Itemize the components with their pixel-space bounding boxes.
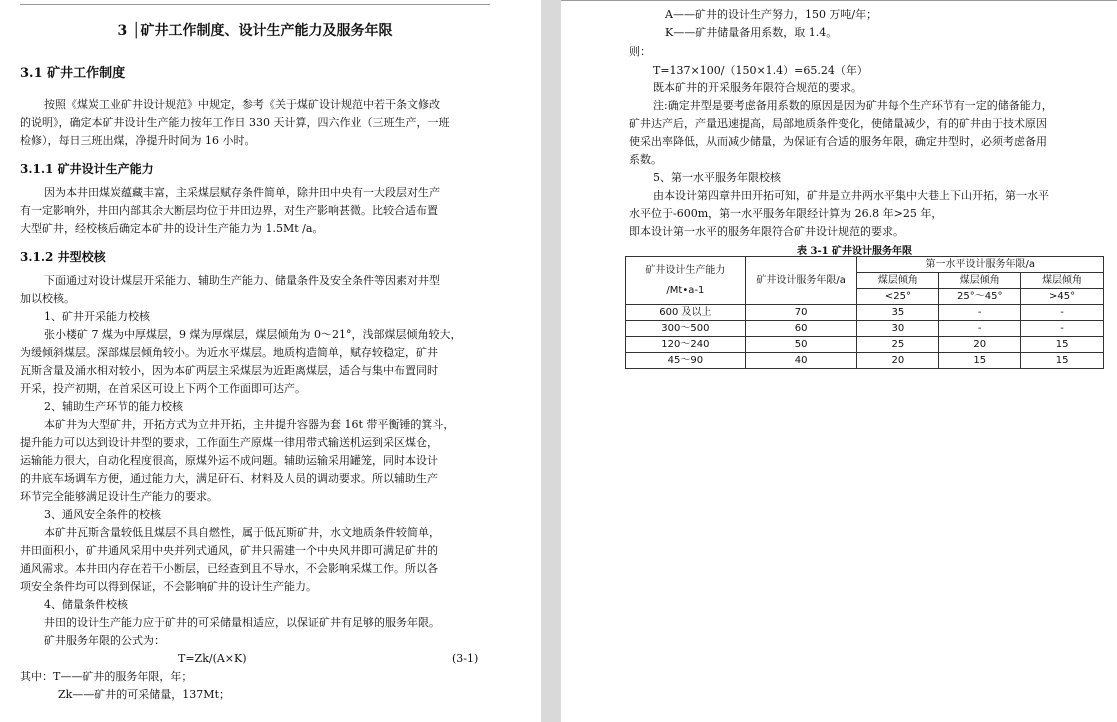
document-page-left [0, 0, 541, 722]
list-item-title: 3、通风安全条件的校核 [44, 508, 161, 521]
paragraph-line: 下面通过对设计煤层开采能力、辅助生产能力、储量条件及安全条件等因素对井型 [44, 274, 440, 287]
table-cell: 20 [939, 337, 1021, 353]
note-line: 注:确定井型是要考虑备用系数的原因是因为矿井每个生产环节有一定的储备能力， [653, 99, 1053, 112]
formula-number: (3-1) [452, 652, 479, 665]
table-row [626, 305, 1104, 321]
table-header-cell: 矿井设计服务年限/a [745, 257, 857, 305]
paragraph-line: 则： [629, 45, 651, 58]
header-rule [561, 0, 1117, 1]
paragraph-line: 大型矿井，经校核后确定本矿井的设计生产能力为 1.5Mt /a。 [20, 222, 324, 235]
list-item-title: 1、矿井开采能力校核 [44, 310, 150, 323]
paragraph-line: 运输能力很大，自动化程度很高，原煤外运不成问题。辅助运输采用罐笼，同时本设计 [20, 454, 438, 467]
table-cell: 120～240 [626, 337, 746, 353]
table-cell: 15 [939, 353, 1021, 369]
paragraph-line: 检修），每日三班出煤，净提升时间为 16 小时。 [20, 134, 256, 147]
table-row [626, 337, 1104, 353]
table-cell: 50 [745, 337, 857, 353]
table-cell: - [1021, 305, 1104, 321]
table-cell: 300～500 [626, 321, 746, 337]
paragraph-line: 提升能力可以达到设计井型的要求，工作面生产原煤一律用带式输送机运到采区煤仓， [20, 436, 438, 449]
list-item-title: 4、储量条件校核 [44, 598, 128, 611]
paragraph-line: 通风需求。本井田内存在若干小断层，已经查到且不导水，不会影响采煤工作。所以各 [20, 562, 438, 575]
paragraph-line: 的井底车场调车方便，通过能力大，满足矸石、材料及人员的调动要求。所以辅助生产 [20, 472, 438, 485]
paragraph-line: 本矿井瓦斯含量较低且煤层不具自燃性，属于低瓦斯矿井，水文地质条件较简单， [44, 526, 440, 539]
chapter-title: 3 │矿井工作制度、设计生产能力及服务年限 [117, 23, 393, 39]
table-cell: 15 [1021, 337, 1104, 353]
paragraph-line: 加以校核。 [20, 292, 75, 305]
paragraph-line: 因为本井田煤炭蕴藏丰富，主采煤层赋存条件简单，除井田中央有一大段层对生产 [44, 186, 440, 199]
table-cell: - [1021, 321, 1104, 337]
paragraph-line: 为缓倾斜煤层。深部煤层倾角较小。为近水平煤层。地质构造简单，赋存较稳定，矿井 [20, 346, 438, 359]
section-heading-3-1: 3.1 矿井工作制度 [20, 66, 126, 81]
table-cell: 45～90 [626, 353, 746, 369]
definition-line: 其中：T——矿井的服务年限，年； [20, 670, 193, 683]
paragraph-line: 既本矿井的开采服务年限符合规范的要求。 [653, 81, 862, 94]
table-row [626, 321, 1104, 337]
paragraph-line: 井田面积小，矿井通风采用中央并列式通风，矿井只需建一个中央风井即可满足矿井的 [20, 544, 438, 557]
note-line: 矿井达产后，产量迅速提高，局部地质条件变化，使储量减少，有的矿井由于技术原因 [629, 117, 1047, 130]
section-heading-3-1-1: 3.1.1 矿井设计生产能力 [20, 162, 154, 176]
table-caption: 表 3-1 矿井设计服务年限 [797, 246, 913, 257]
table-header-cell: <25° [857, 289, 939, 305]
paragraph-line: 本矿井为大型矿井，开拓方式为立井开拓，主井提升容器为套 16t 带平衡锤的箕斗， [44, 418, 455, 431]
table-header-cell [626, 257, 746, 305]
table-row [626, 353, 1104, 369]
definition-line: A——矿井的设计生产努力，150 万吨/年； [665, 8, 878, 21]
definition-line: K——矿井储量备用系数，取 1.4。 [665, 26, 838, 39]
paragraph-line: 项安全条件均可以得到保证，不会影响矿井的设计生产能力。 [20, 580, 317, 593]
table-cell: 600 及以上 [626, 305, 746, 321]
paragraph-line: 按照《煤炭工业矿井设计规范》中规定，参考《关于煤矿设计规范中若干条文修改 [44, 98, 440, 111]
table-header-text: /Mt•a-1 [666, 284, 705, 296]
table-header-cell: 煤层倾角 [857, 273, 939, 289]
paragraph-line: 张小楼矿 7 煤为中厚煤层，9 煤为厚煤层，煤层倾角为 0～21°，浅部煤层倾角较大， [44, 328, 462, 341]
paragraph-line: 井田的设计生产能力应于矿井的可采储量相适应，以保证矿井有足够的服务年限。 [44, 616, 440, 629]
table-header-text: 矿井设计生产能力 [645, 264, 726, 276]
table-header-cell: 第一水平设计服务年限/a [857, 257, 1104, 273]
table-header-cell: 25°～45° [939, 289, 1021, 305]
service-life-table [625, 256, 1104, 369]
paragraph-line: 矿井服务年限的公式为： [44, 634, 165, 647]
list-item-title: 2、辅助生产环节的能力校核 [44, 400, 183, 413]
table-cell: 40 [745, 353, 857, 369]
paragraph-line: 的说明》，确定本矿井设计生产能力按年工作日 330 天计算，四六作业（三班生产，一班 [20, 116, 450, 129]
table-cell: - [939, 305, 1021, 321]
table-cell: 35 [857, 305, 939, 321]
table-cell: - [939, 321, 1021, 337]
table-cell: 15 [1021, 353, 1104, 369]
calculation-line: T=137×100/（150×1.4）=65.24（年） [653, 64, 868, 77]
list-item-title: 5、第一水平服务年限校核 [653, 171, 781, 184]
paragraph-line: 有一定影响外，井田内部其余大断层均位于井田边界，对生产影响甚微。比较合适布置 [20, 204, 438, 217]
table-header-cell: 煤层倾角 [939, 273, 1021, 289]
paragraph-line: 水平位于-600m，第一水平服务年限经计算为 26.8 年>25 年， [629, 207, 943, 220]
formula: T=Zk/(A×K) [178, 652, 247, 665]
table-cell: 70 [745, 305, 857, 321]
paragraph-line: 瓦斯含量及涌水相对较小，因为本矿两层主采煤层为近距离煤层，适合与集中布置同时 [20, 364, 438, 377]
paragraph-line: 由本设计第四章井田开拓可知，矿井是立井两水平集中大巷上下山开拓，第一水平 [653, 189, 1049, 202]
definition-line: Zk——矿井的可采储量，137Mt； [58, 688, 230, 701]
table-cell: 20 [857, 353, 939, 369]
table-cell: 25 [857, 337, 939, 353]
table-header-cell: 煤层倾角 [1021, 273, 1104, 289]
page-gutter [541, 0, 561, 722]
section-heading-3-1-2: 3.1.2 井型校核 [20, 250, 106, 264]
paragraph-line: 即本设计第一水平的服务年限符合矿井设计规范的要求。 [629, 225, 904, 238]
note-line: 使采出率降低，从而减少储量，为保证有合适的服务年限，确定井型时，必须考虑备用 [629, 135, 1047, 148]
table-cell: 30 [857, 321, 939, 337]
document-page-right [561, 0, 1117, 722]
table-header-cell: >45° [1021, 289, 1104, 305]
paragraph-line: 环节完全能够满足设计生产能力的要求。 [20, 490, 218, 503]
table-cell: 60 [745, 321, 857, 337]
paragraph-line: 开采，投产初期，在首采区可设上下两个工作面即可达产。 [20, 382, 306, 395]
note-line: 系数。 [629, 153, 662, 166]
header-rule [20, 4, 490, 5]
